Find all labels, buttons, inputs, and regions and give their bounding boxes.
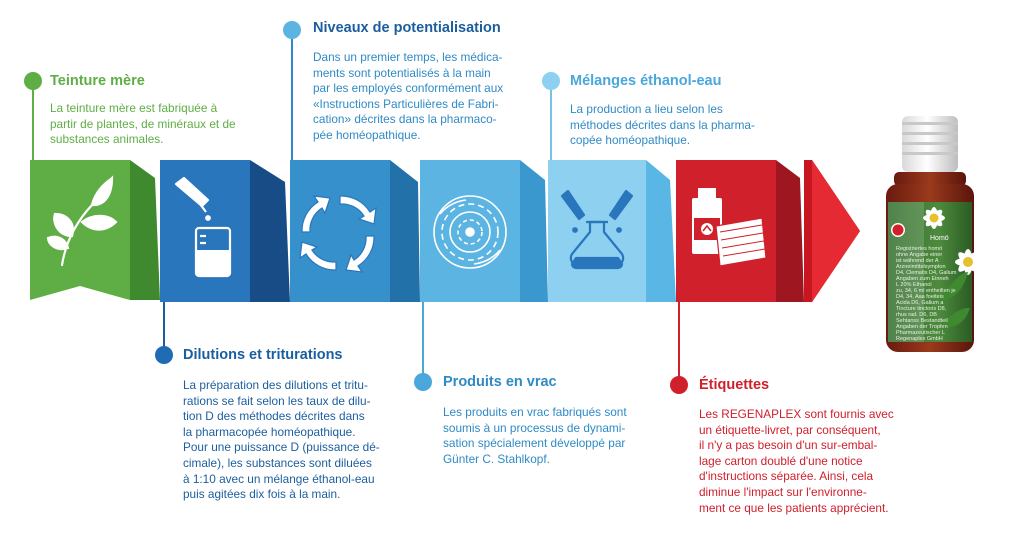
bottle-label-line: Acida D6, Galium a bbox=[896, 300, 944, 306]
text-line: copée homéopathique. bbox=[570, 133, 691, 148]
text-line: par les employés conformément aux bbox=[313, 81, 504, 96]
ribbon-fold-paleblue bbox=[646, 160, 676, 302]
text-potentialisation bbox=[313, 50, 503, 144]
bottle-label-line: L 20% Ethanol bbox=[896, 282, 932, 288]
text-line: soumis à un processus de dynami- bbox=[443, 420, 626, 435]
connector-teinture bbox=[24, 72, 42, 160]
bottle-label-line: zu, 34, 6 ml entheilten je bbox=[896, 288, 956, 294]
connector-dilutions bbox=[155, 302, 173, 364]
text-line: la pharmacopée homéopathique. bbox=[183, 424, 356, 439]
ribbon-panel-green bbox=[30, 160, 130, 300]
text-line: partir de plantes, de minéraux et de bbox=[50, 116, 236, 131]
text-line: méthodes décrites dans la pharma- bbox=[570, 117, 755, 132]
text-line: Dans un premier temps, les médica- bbox=[313, 50, 503, 64]
text-line: «Instructions Particulières de Fabri- bbox=[313, 96, 499, 111]
bottle-label-line: Angaben zum Einneh bbox=[896, 276, 949, 282]
text-line: cation» décrites dans la pharmaco- bbox=[313, 112, 497, 127]
title-potentialisation: Niveaux de potentialisation bbox=[313, 20, 501, 36]
ribbon-panel-darkblue bbox=[160, 160, 250, 302]
text-dilutions bbox=[183, 378, 380, 503]
ribbon-fold-lightblue bbox=[520, 160, 548, 302]
text-line: Les produits en vrac fabriqués sont bbox=[443, 405, 627, 419]
text-produits-vrac bbox=[443, 405, 627, 467]
connector-vrac bbox=[414, 302, 432, 391]
bottle-label-line: Arzneimittelsympton bbox=[896, 264, 946, 270]
ribbon-fold-red bbox=[776, 160, 804, 302]
text-line: pée homéopathique. bbox=[313, 127, 421, 142]
title-produits-vrac: Produits en vrac bbox=[443, 374, 557, 390]
text-line: sation spécialement développé par bbox=[443, 436, 626, 451]
daisy-flower-icon bbox=[955, 249, 981, 275]
text-line: il n'y a pas besoin d'un sur-embal- bbox=[699, 438, 878, 453]
text-line: tion D des méthodes décrites dans bbox=[183, 409, 365, 424]
product-bottle-image bbox=[872, 112, 988, 357]
text-line: substances animales. bbox=[50, 132, 164, 147]
title-etiquettes: Étiquettes bbox=[699, 377, 770, 393]
bottle-label-line: Homö bbox=[930, 235, 949, 242]
connector-potentialisation bbox=[283, 21, 301, 160]
title-melanges: Mélanges éthanol-eau bbox=[570, 73, 722, 89]
text-line: lage carton doublé d'une notice bbox=[699, 453, 863, 468]
text-etiquettes bbox=[699, 407, 894, 516]
text-line: Pour une puissance D (puissance dé- bbox=[183, 440, 380, 455]
text-line: ment ce que les patients apprécient. bbox=[699, 500, 889, 515]
text-line: ments sont potentialisés à la main bbox=[313, 65, 491, 80]
text-line: à 1:10 avec un mélange éthanol-eau bbox=[183, 471, 375, 486]
bottle-label-line: ohne Angabe einer bbox=[896, 252, 943, 258]
text-line: rations se fait selon les taux de dilu- bbox=[183, 393, 371, 408]
bottle-label-line: Tincture tinctoris D8, bbox=[896, 306, 947, 312]
text-line: puis agitées dix fois à la main. bbox=[183, 487, 341, 502]
text-line: un étiquette-livret, par conséquent, bbox=[699, 422, 881, 437]
connector-melanges bbox=[542, 72, 560, 160]
text-line: La production a lieu selon les bbox=[570, 102, 723, 116]
ribbon-fold-midblue bbox=[390, 160, 420, 302]
bottle-label-line: Sehtanss Bestandteil bbox=[896, 318, 948, 324]
bottle-label-line: Regenaplex GmbH bbox=[896, 336, 943, 342]
bottle-label-line: Registriertes homö bbox=[896, 246, 943, 252]
connector-etiquettes bbox=[670, 302, 688, 394]
text-line: La préparation des dilutions et tritu- bbox=[183, 378, 368, 392]
text-line: cimale), les substances sont diluées bbox=[183, 455, 372, 470]
bottle-label-line: Pharmazeutischer L bbox=[896, 330, 945, 336]
bottle-label-line: ist während der A bbox=[896, 258, 939, 264]
title-teinture-mere: Teinture mère bbox=[50, 73, 145, 89]
ribbon-fold-darkblue bbox=[250, 160, 290, 302]
text-teinture-mere bbox=[50, 101, 236, 148]
text-melanges bbox=[570, 102, 755, 149]
ribbon-fold-green bbox=[130, 160, 160, 300]
text-line: Les REGENAPLEX sont fournis avec bbox=[699, 407, 894, 421]
ribbon-arrow-tip bbox=[812, 160, 860, 302]
bottle-label-line: rhus rad. D6, DB bbox=[896, 312, 937, 318]
text-line: d'instructions séparée. Ainsi, cela bbox=[699, 469, 874, 484]
ribbon-panel-paleblue bbox=[548, 160, 646, 302]
title-dilutions: Dilutions et triturations bbox=[183, 347, 343, 363]
text-line: diminue l'impact sur l'environne- bbox=[699, 484, 867, 499]
text-line: Günter C. Stahlkopf. bbox=[443, 451, 550, 466]
bottle-label-line: Angaben der Tropfen bbox=[896, 324, 948, 330]
text-line: La teinture mère est fabriquée à bbox=[50, 101, 218, 115]
bottle-label-line: D4, Clematis D4, Galium bbox=[896, 270, 957, 276]
bottle-label-line: D4, 34, Aaa foeiteis bbox=[896, 294, 944, 300]
daisy-flower-icon bbox=[923, 207, 945, 229]
